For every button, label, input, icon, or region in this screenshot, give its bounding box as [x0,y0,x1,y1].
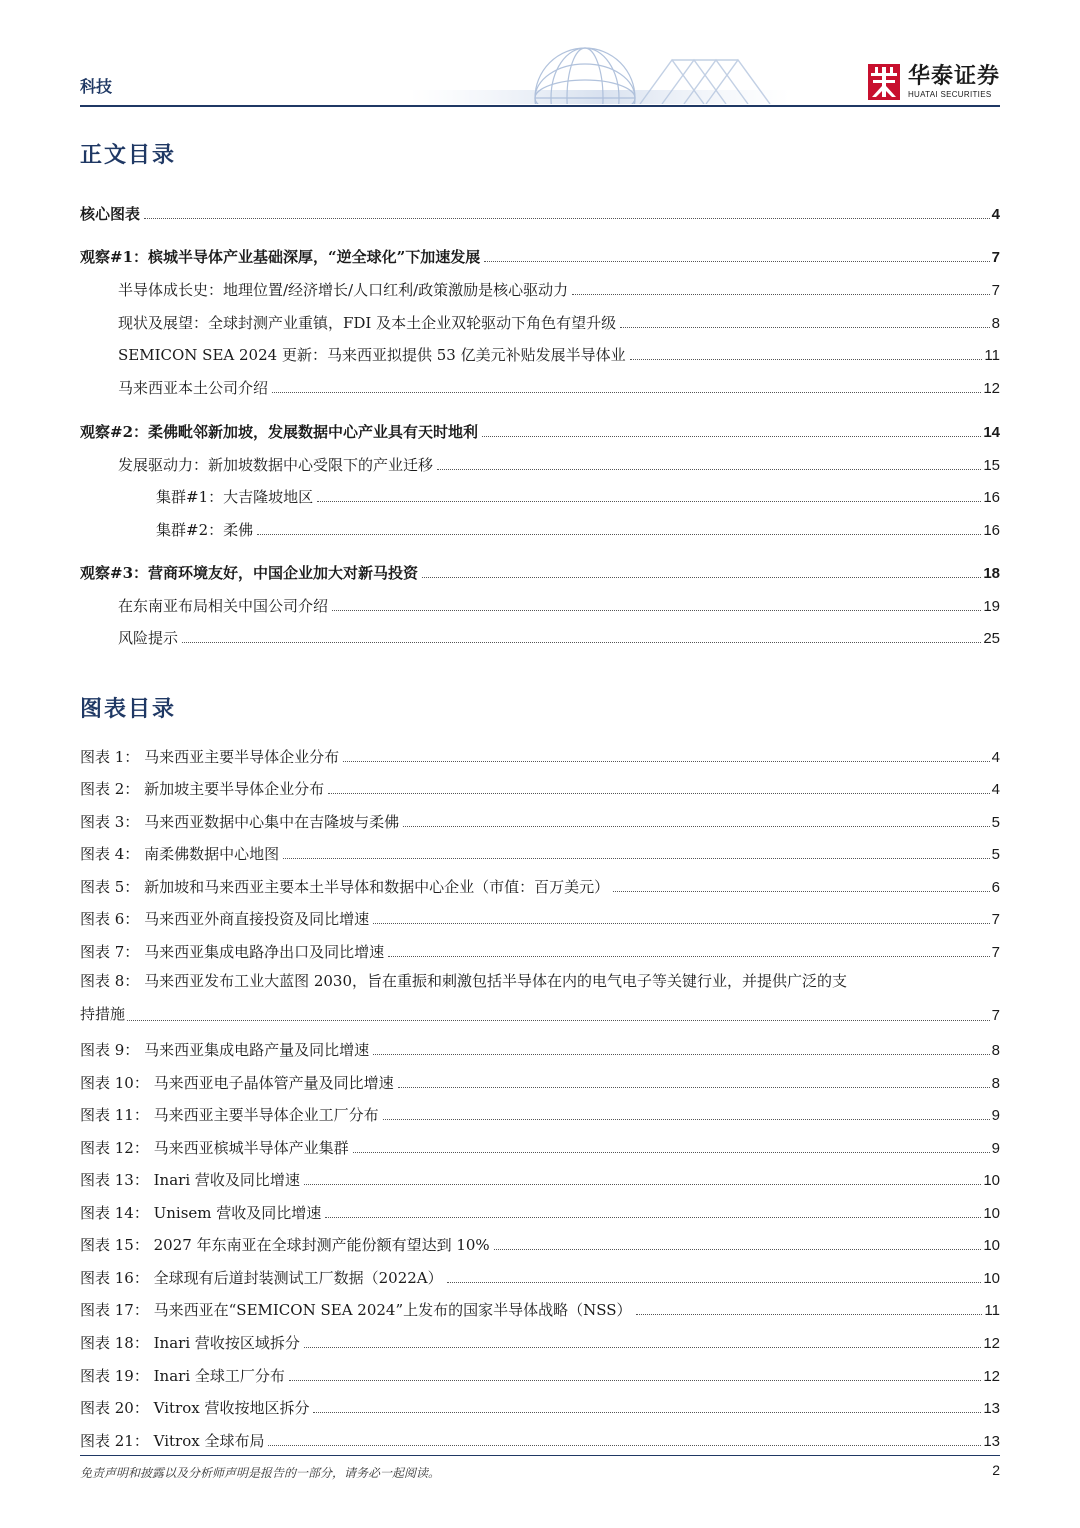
figure-leader [613,890,990,892]
figure-entry-page: 13 [983,1400,1000,1417]
toc-entry-page: 16 [983,522,1000,539]
toc-entry[interactable] [118,374,1000,396]
figure-entry-title: 图表 6： 马来西亚外商直接投资及同比增速 [80,910,370,928]
figure-leader [313,1411,981,1413]
figure-entry[interactable] [80,1134,1000,1156]
toc-leader [272,391,981,393]
figure-entry-title: 图表 8： 马来西亚发布工业大蓝图 2030，旨在重振和刺激包括半导体在内的电气电子等关键行业，并提供广泛的支 [80,972,848,990]
figure-leader [398,1086,990,1088]
figure-entry-title: 图表 15： 2027 年东南亚在全球封测产能份额有望达到 10% [80,1236,490,1254]
figure-leader [636,1313,983,1315]
figure-entry[interactable] [80,1036,1000,1058]
figure-leader [447,1281,982,1283]
toc-leader [182,641,981,643]
toc-entry-page: 11 [984,347,1000,364]
figure-leader [388,955,990,957]
figure-entry-title: 图表 17： 马来西亚在“SEMICON SEA 2024”上发布的国家半导体战略（NSS） [80,1301,632,1319]
toc-entry-page: 14 [983,424,1000,441]
toc-entry-title: 发展驱动力：新加坡数据中心受限下的产业迁移 [118,456,434,474]
toc-leader [572,293,989,295]
toc-entry-title: 半导体成长史：地理位置/经济增长/人口红利/政策激励是核心驱动力 [118,281,569,299]
toc-entry[interactable] [118,276,1000,298]
toc-entry[interactable] [156,516,1000,538]
figure-entry-title: 图表 13： Inari 营收及同比增速 [80,1171,300,1189]
footer-disclaimer: 免责声明和披露以及分析师声明是报告的一部分，请务必一起阅读。 [80,1466,441,1480]
figure-leader [494,1248,982,1250]
huatai-logo [868,60,1000,104]
figure-leader [383,1118,990,1120]
toc-entry[interactable] [80,418,1000,440]
figure-leader [325,1216,981,1218]
figure-entry-title: 图表 1： 马来西亚主要半导体企业分布 [80,748,340,766]
figure-entry-title-continued: 持措施 [80,1005,126,1023]
figure-entry-title: 图表 9： 马来西亚集成电路产量及同比增速 [80,1041,370,1059]
toc-leader [482,435,981,437]
toc-entry-title: 观察#3：营商环境友好，中国企业加大对新马投资 [80,564,419,582]
toc-entry[interactable] [118,341,1000,363]
toc-leader [144,217,990,219]
figure-entry-page: 10 [983,1205,1000,1222]
toc-entry-title: 集群#1：大吉隆坡地区 [156,488,314,506]
figure-entry-page: 9 [991,1140,1000,1157]
figure-leader [343,760,990,762]
figure-entry-page: 5 [991,814,1000,831]
figure-entry[interactable] [80,1101,1000,1123]
figure-entry[interactable] [80,905,1000,927]
toc-entry-title: 观察#2：柔佛毗邻新加坡，发展数据中心产业具有天时地利 [80,423,479,441]
toc-entry-page: 12 [983,380,1000,397]
toc-entry-page: 7 [991,282,1000,299]
toc-entry[interactable] [118,451,1000,473]
figure-entry-title: 图表 3： 马来西亚数据中心集中在吉隆坡与柔佛 [80,813,400,831]
figure-entry-title: 图表 11： 马来西亚主要半导体企业工厂分布 [80,1106,379,1124]
figure-entry-title: 图表 4： 南柔佛数据中心地图 [80,845,280,863]
figure-entry[interactable] [80,1394,1000,1416]
figure-entry[interactable] [80,1069,1000,1091]
figure-leader [283,857,990,859]
toc-entry-title: 集群#2：柔佛 [156,521,254,539]
figure-entry-page: 10 [983,1172,1000,1189]
figure-entry-page: 7 [991,911,1000,928]
figure-entry[interactable] [80,873,1000,895]
toc-entry[interactable] [80,559,1000,581]
figure-entry-title: 图表 18： Inari 营收按区域拆分 [80,1334,300,1352]
figure-entry[interactable] [80,1362,1000,1384]
huatai-logo-icon [868,64,900,100]
figure-entry-page: 4 [991,781,1000,798]
figure-entry-title: 图表 16： 全球现有后道封装测试工厂数据（2022A） [80,1269,443,1287]
figure-entry-page: 12 [983,1335,1000,1352]
toc-entry-title: 核心图表 [80,205,141,223]
figure-leader [353,1151,990,1153]
figure-entry-page: 7 [991,944,1000,961]
figure-index-title: 图表目录 [80,696,177,722]
toc-entry[interactable] [156,483,1000,505]
figure-entry-page: 5 [991,846,1000,863]
toc-leader [422,576,981,578]
toc-leader [332,609,981,611]
figure-entry-title: 图表 14： Unisem 营收及同比增速 [80,1204,322,1222]
toc-entry[interactable] [118,624,1000,646]
figure-entry-wrapped[interactable] [80,970,1000,1024]
header-section-label: 科技 [80,77,113,96]
toc-leader [437,468,981,470]
figure-leader [304,1346,981,1348]
figure-entry[interactable] [80,1231,1000,1253]
toc-title: 正文目录 [80,142,177,168]
toc-entry-page: 18 [983,565,1000,582]
figure-leader [328,792,990,794]
figure-entry-title: 图表 21： Vitrox 全球布局 [80,1432,265,1450]
figure-leader [403,825,990,827]
figure-entry[interactable] [80,1264,1000,1286]
toc-entry-title: 在东南亚布局相关中国公司介绍 [118,597,329,615]
figure-entry-title: 图表 7： 马来西亚集成电路净出口及同比增速 [80,943,385,961]
header-divider [80,105,1000,107]
toc-entry-page: 25 [983,630,1000,647]
toc-entry[interactable] [80,200,1000,222]
figure-entry[interactable] [80,1427,1000,1449]
figure-entry-title: 图表 10： 马来西亚电子晶体管产量及同比增速 [80,1074,394,1092]
figure-entry[interactable] [80,938,1000,960]
page-header [80,40,1000,106]
page-number: 2 [992,1462,1000,1478]
toc-entry-title: 风险提示 [118,629,179,647]
toc-entry-page: 15 [983,457,1000,474]
figure-entry[interactable] [80,808,1000,830]
figure-entry-title: 图表 2： 新加坡主要半导体企业分布 [80,780,325,798]
figure-entry-page: 10 [983,1270,1000,1287]
figure-entry[interactable] [80,1199,1000,1221]
figure-entry-page: 8 [991,1042,1000,1059]
toc-entry-page: 8 [991,315,1000,332]
logo-english-name: HUATAI SECURITIES [907,89,992,99]
figure-leader [373,1053,990,1055]
toc-entry-page: 16 [983,489,1000,506]
toc-entry-title: SEMICON SEA 2024 更新：马来西亚拟提供 53 亿美元补贴发展半导体业 [118,346,626,364]
toc-entry-page: 19 [983,598,1000,615]
toc-leader [484,260,989,262]
figure-entry-page: 4 [991,749,1000,766]
header-globe-graphic [410,40,790,104]
figure-entry-page: 10 [983,1237,1000,1254]
figure-leader [289,1379,981,1381]
toc-entry-page: 7 [991,249,1000,266]
figure-leader [127,1019,990,1021]
figure-entry[interactable] [80,840,1000,862]
toc-entry-page: 4 [991,206,1000,223]
toc-entry[interactable] [118,309,1000,331]
figure-entry-title: 图表 5： 新加坡和马来西亚主要本土半导体和数据中心企业（市值：百万美元） [80,878,610,896]
figure-entry-title: 图表 12： 马来西亚槟城半导体产业集群 [80,1139,349,1157]
figure-entry-page: 6 [991,879,1000,896]
toc-entry-title: 观察#1：槟城半导体产业基础深厚，“逆全球化”下加速发展 [80,248,481,266]
figure-entry[interactable] [80,743,1000,765]
figure-entry-page: 11 [984,1302,1000,1319]
figure-entry[interactable] [80,775,1000,797]
figure-entry-page: 8 [991,1075,1000,1092]
figure-entry-title: 图表 19： Inari 全球工厂分布 [80,1367,285,1385]
logo-chinese-name: 华泰证券 [907,63,1000,89]
footer-divider [80,1455,1000,1456]
toc-leader [257,533,981,535]
figure-leader [304,1183,981,1185]
figure-entry-page: 12 [983,1368,1000,1385]
figure-entry-page: 7 [991,1007,1000,1024]
toc-entry[interactable] [80,243,1000,265]
toc-entry[interactable] [118,592,1000,614]
figure-leader [268,1444,981,1446]
toc-leader [317,500,981,502]
toc-entry-title: 马来西亚本土公司介绍 [118,379,269,397]
figure-entry-page: 9 [991,1107,1000,1124]
toc-leader [620,326,990,328]
figure-leader [373,922,990,924]
figure-entry[interactable] [80,1329,1000,1351]
figure-entry-page: 13 [983,1433,1000,1450]
toc-entry-title: 现状及展望：全球封测产业重镇，FDI 及本土企业双轮驱动下角色有望升级 [118,314,617,332]
figure-entry[interactable] [80,1166,1000,1188]
figure-entry[interactable] [80,1296,1000,1318]
toc-leader [630,358,983,360]
figure-entry-title: 图表 20： Vitrox 营收按地区拆分 [80,1399,310,1417]
